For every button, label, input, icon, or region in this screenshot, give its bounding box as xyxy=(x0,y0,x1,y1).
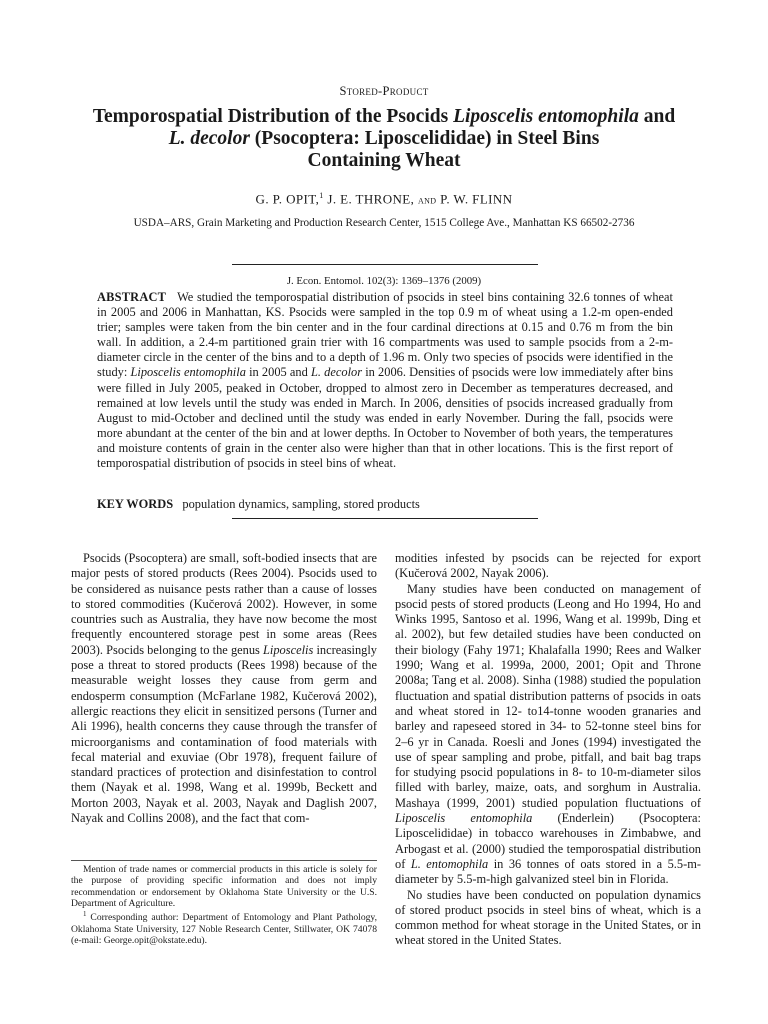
abstract xyxy=(97,290,673,471)
abstract-bottom-rule xyxy=(232,518,538,519)
species-name-1: Liposcelis entomophila xyxy=(395,811,533,826)
paragraph-prior-studies: Many studies have been conducted on management of psocid pests of stored products (Leong and Ho 1994, Ho and Winks 1995, Santoso et al. 1996, Wang et al. 1999b, Ding et al. 2002), but few detailed studies have been conducted on their biology (Fahy 1971; Khalafalla 1990; Rees and Walker 1990; Wang et al. 1999a, 2000, 2001; Opit and Throne 2008a; Tang et al. 2008). Sinha (1988) studied the population fluctuation and spatial distribution patterns of psocids in oats and wheat stored in 12- to14-tonne wooden granaries and barley and rapeseed stored in 34- to 52-tonne steel bins for 2–6 yr in Canada. Roesli and Jones (1994) investigated the use of spear sampling and probe, pitfall, and bait bag traps for studying psocid populations in 8- to 10-m-diameter silos filled with barley, maize, oats, and sorghum in Australia. Mashaya (1999, 2001) studied population fluctuations of Liposcelis entomophila (Enderlein) (Psocoptera: Liposcelididae) in tobacco warehouses in Zimbabwe, and Arbogast et al. (2000) studied the temporospatial distribution of L. entomophila in 36 tonnes of oats stored in a 5.5-m-diameter by 5.5-m-high galvanized steel bin in Florida. xyxy=(395,581,701,887)
title-line-2: L. decolor (Psocoptera: Liposcelididae) in Steel Bins xyxy=(168,128,600,149)
author-1: G. P. OPIT, xyxy=(255,191,320,207)
abstract-top-rule xyxy=(232,264,538,265)
abstract-label: ABSTRACT xyxy=(97,290,167,304)
author-conjunction: and xyxy=(417,192,437,207)
paragraph-gap: No studies have been conducted on population dynamics of stored product psocids in steel bins of wheat, which is a common method for wheat storage in the United States, or in wheat stored in the United States. xyxy=(395,887,701,948)
keywords xyxy=(97,497,673,512)
affiliation: USDA–ARS, Grain Marketing and Production Research Center, 1515 College Ave., Manhattan KS 66502-2736 xyxy=(133,217,635,229)
abstract-text-1: We studied the temporospatial distribution of psocids in steel bins containing 32.6 tonnes of wheat in 2005 and 2006 in Manhattan, KS. Psocids were sampled in the top 0.9 m of wheat using a 1.2-m open-ended trier; samples were taken from the bin center and in the four cardinal directions at 0.15 and 0.76 m from the bin wall. In addition, a 2.4-m partitioned grain trier with 16 compartments was used to sample psocids from a 2-m-diameter circle in the center of the bins and to a depth of 1.96 m. Only two species of psocids were identified in the study: xyxy=(97,290,673,380)
title-line-3: Containing Wheat xyxy=(307,150,461,171)
paragraph-intro: Psocids (Psocoptera) are small, soft-bodied insects that are major pests of stored products (Rees 2004). Psocids used to be considered as nuisance pests rather than a cause of losses to stored commodities (Kučerová 2002). However, in some countries such as Australia, they have now become the most frequently encountered storage pest in some areas (Rees 2003). Psocids belonging to the genus Liposcelis increasingly pose a threat to stored products (Rees 1998) because of the measurable weight losses they cause from germ and endosperm consumption (McFarlane 1982, Kučerová 2002), allergic reactions they elicit in sensitized persons (Turner and Ali 1996), health concerns they cause through the transfer of microorganisms and contamination of food materials with fecal material and exuviae (Obr 1978), frequent failure of standard practices of protection and disinfestation to control them (Nayak et al. 1998, Wang et al. 1999b, Beckett and Morton 2003, Nayak et al. 2003, Nayak and Daglish 2007, Nayak and Collins 2008), and the fact that com- xyxy=(71,551,378,826)
article-title xyxy=(60,106,708,172)
species-name-2: L. entomophila xyxy=(410,856,489,871)
abstract-species-2: L. decolor xyxy=(311,365,363,380)
footnotes xyxy=(71,864,377,946)
author-list xyxy=(0,191,768,207)
genus-name: Liposcelis xyxy=(263,642,314,657)
author-2: J. E. THRONE, xyxy=(327,191,415,207)
journal-citation: J. Econ. Entomol. 102(3): 1369–1376 (2009) xyxy=(286,275,482,287)
footnote-rule xyxy=(71,860,377,861)
title-line-1: Temporospatial Distribution of the Psocids Liposcelis entomophila and xyxy=(92,106,676,127)
footnote-disclaimer: Mention of trade names or commercial products in this article is solely for the purpose of providing specific information and does not imply recommendation or endorsement by Oklahoma State University or the U.S. Department of Agriculture. xyxy=(71,864,377,909)
footnote-corresponding: $^1$ Corresponding author: Department of Entomology and Plant Pathology, Oklahoma State University, 127 Noble Research Center, Stillwater, OK 74078 (e-mail: George.opit@okstate.edu). xyxy=(71,910,377,946)
abstract-species-1: Liposcelis entomophila xyxy=(130,365,246,380)
section-label: Stored-Product xyxy=(339,84,429,98)
author-1-affil-mark: 1 xyxy=(319,191,324,200)
author-3: P. W. FLINN xyxy=(440,191,513,207)
keywords-label: KEY WORDS xyxy=(97,497,174,511)
paragraph-continuation: modities infested by psocids can be rejected for export (Kučerová 2002, Nayak 2006). xyxy=(395,551,701,581)
body-column-left xyxy=(71,551,377,826)
keywords-text: population dynamics, sampling, stored products xyxy=(182,497,420,511)
abstract-text-3: in 2006. Densities of psocids were low immediately after bins were filled in July 2005, peaked in October, dropped to almost zero in December as temperatures decreased, and remained at low levels until the study was ended in March. In 2006, densities of psocids increased gradually from August to mid-October and declined until the study was ended in early November. During the fall, psocids were more abundant at the center of the bin and at lower depths. In October to November of both years, the temperatures and moisture contents of grain in the center also were higher than that in other locations. This is the first report of temporospatial distribution of psocids in steel bins of wheat. xyxy=(97,365,674,471)
body-column-right xyxy=(395,551,701,949)
abstract-text-2: in 2005 and xyxy=(245,365,311,380)
